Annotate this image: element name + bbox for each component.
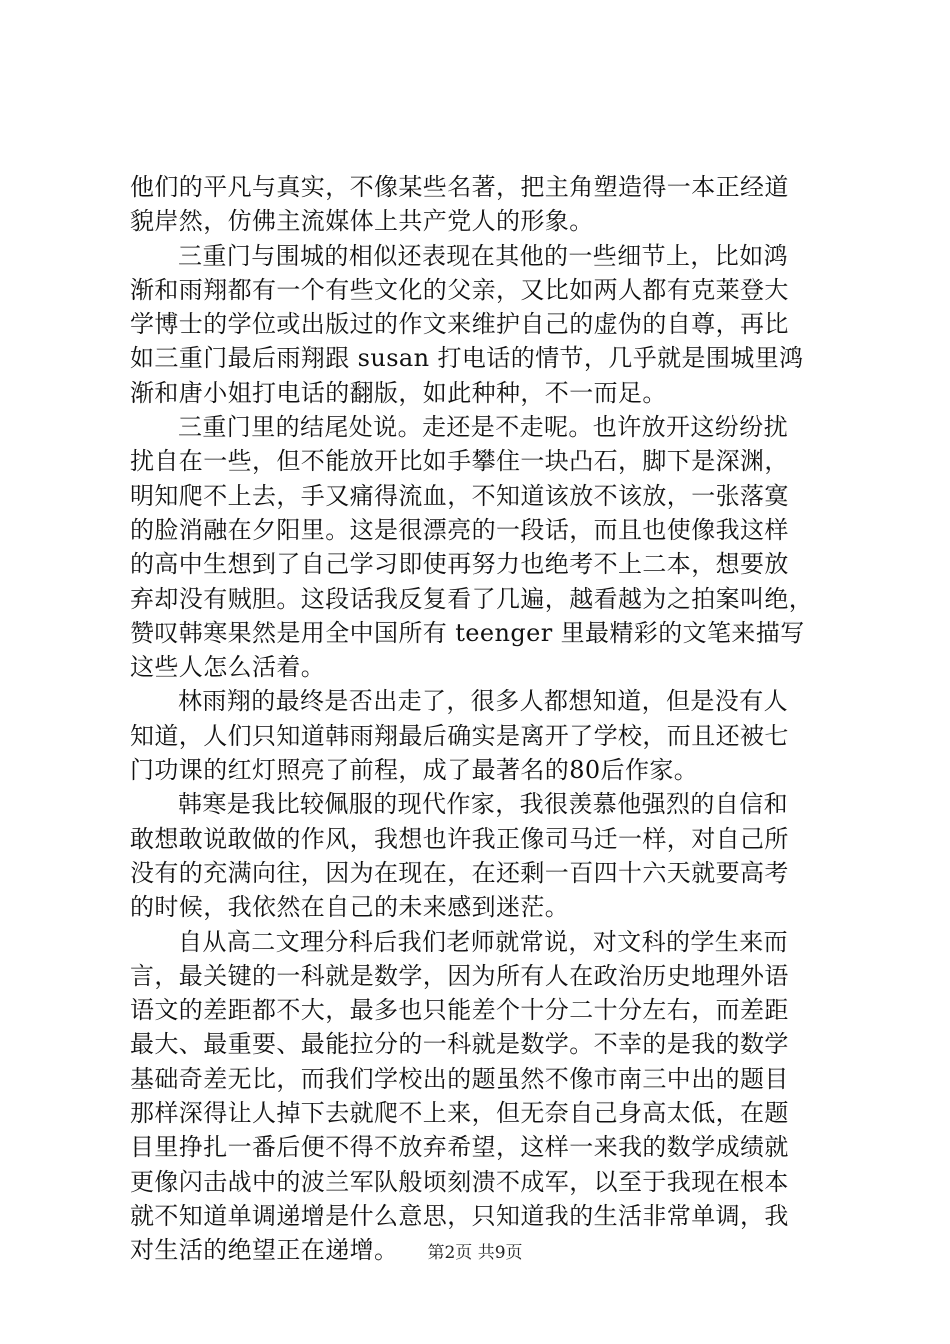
text-line: 明知爬不上去，手又痛得流血，不知道该放不该放，一张落寞 bbox=[130, 481, 789, 510]
paragraph-first-line: 自从高二文理分科后我们老师就常说，对文科的学生来而 bbox=[178, 927, 788, 956]
text-line: 那样深得让人掉下去就爬不上来，但无奈自己身高太低，在题 bbox=[130, 1099, 789, 1128]
text-line: 语文的差距都不大，最多也只能差个十分二十分左右，而差距 bbox=[130, 996, 789, 1025]
paragraph-first-line: 韩寒是我比较佩服的现代作家，我很羡慕他强烈的自信和 bbox=[178, 790, 788, 819]
paragraph-first-line: 三重门里的结尾处说。走还是不走呢。也许放开这纷纷扰 bbox=[178, 413, 788, 442]
page-number-footer: 第2页 共9页 bbox=[427, 1243, 523, 1263]
text-line: 学博士的学位或出版过的作文来维护自己的虚伪的自尊，再比 bbox=[130, 310, 789, 339]
text-line: 敢想敢说敢做的作风，我想也许我正像司马迁一样，对自己所 bbox=[130, 824, 789, 853]
text-line: 扰自在一些，但不能放开比如手攀住一块凸石，脚下是深渊， bbox=[130, 447, 789, 476]
text-line: 渐和唐小姐打电话的翻版，如此种种，不一而足。 bbox=[130, 378, 667, 407]
text-line: 最大、最重要、最能拉分的一科就是数学。不幸的是我的数学 bbox=[130, 1030, 789, 1059]
text-line: 知道，人们只知道韩雨翔最后确实是离开了学校，而且还被七 bbox=[130, 721, 789, 750]
text-line: 弃却没有贼胆。这段话我反复看了几遍，越看越为之拍案叫绝， bbox=[130, 584, 814, 613]
text-line: 如三重门最后雨翔跟 susan 打电话的情节，几乎就是围城里鸿 bbox=[130, 344, 804, 373]
paragraph-first-line: 三重门与围城的相似还表现在其他的一些细节上，比如鸿 bbox=[178, 241, 788, 270]
text-line: 言，最关键的一科就是数学，因为所有人在政治历史地理外语 bbox=[130, 961, 789, 990]
text-line: 赞叹韩寒果然是用全中国所有 teenger 里最精彩的文笔来描写 bbox=[130, 618, 805, 647]
body-text bbox=[130, 170, 830, 1268]
text-line: 貌岸然，仿佛主流媒体上共产党人的形象。 bbox=[130, 207, 594, 236]
text-line: 没有的充满向往，因为在现在，在还剩一百四十六天就要高考 bbox=[130, 858, 789, 887]
text-line: 这些人怎么活着。 bbox=[130, 653, 326, 682]
text-line: 对生活的绝望正在递增。 bbox=[130, 1236, 399, 1265]
text-line: 的时候，我依然在自己的未来感到迷茫。 bbox=[130, 893, 570, 922]
text-line: 目里挣扎一番后便不得不放弃希望，这样一来我的数学成绩就 bbox=[130, 1133, 789, 1162]
text-line: 门功课的红灯照亮了前程，成了最著名的80后作家。 bbox=[130, 756, 699, 785]
text-line: 他们的平凡与真实，不像某些名著，把主角塑造得一本正经道 bbox=[130, 173, 789, 201]
paragraph-first-line: 林雨翔的最终是否出走了，很多人都想知道，但是没有人 bbox=[178, 687, 788, 716]
text-line: 的脸消融在夕阳里。这是很漂亮的一段话，而且也使像我这样 bbox=[130, 515, 789, 544]
text-line: 基础奇差无比，而我们学校出的题虽然不像市南三中出的题目 bbox=[130, 1064, 789, 1093]
text-line: 就不知道单调递增是什么意思，只知道我的生活非常单调，我 bbox=[130, 1201, 789, 1230]
text-line: 渐和雨翔都有一个有些文化的父亲，又比如两人都有克莱登大 bbox=[130, 275, 789, 304]
text-line: 更像闪击战中的波兰军队般顷刻溃不成军，以至于我现在根本 bbox=[130, 1167, 789, 1196]
text-line: 的高中生想到了自己学习即使再努力也绝考不上二本，想要放 bbox=[130, 550, 789, 579]
